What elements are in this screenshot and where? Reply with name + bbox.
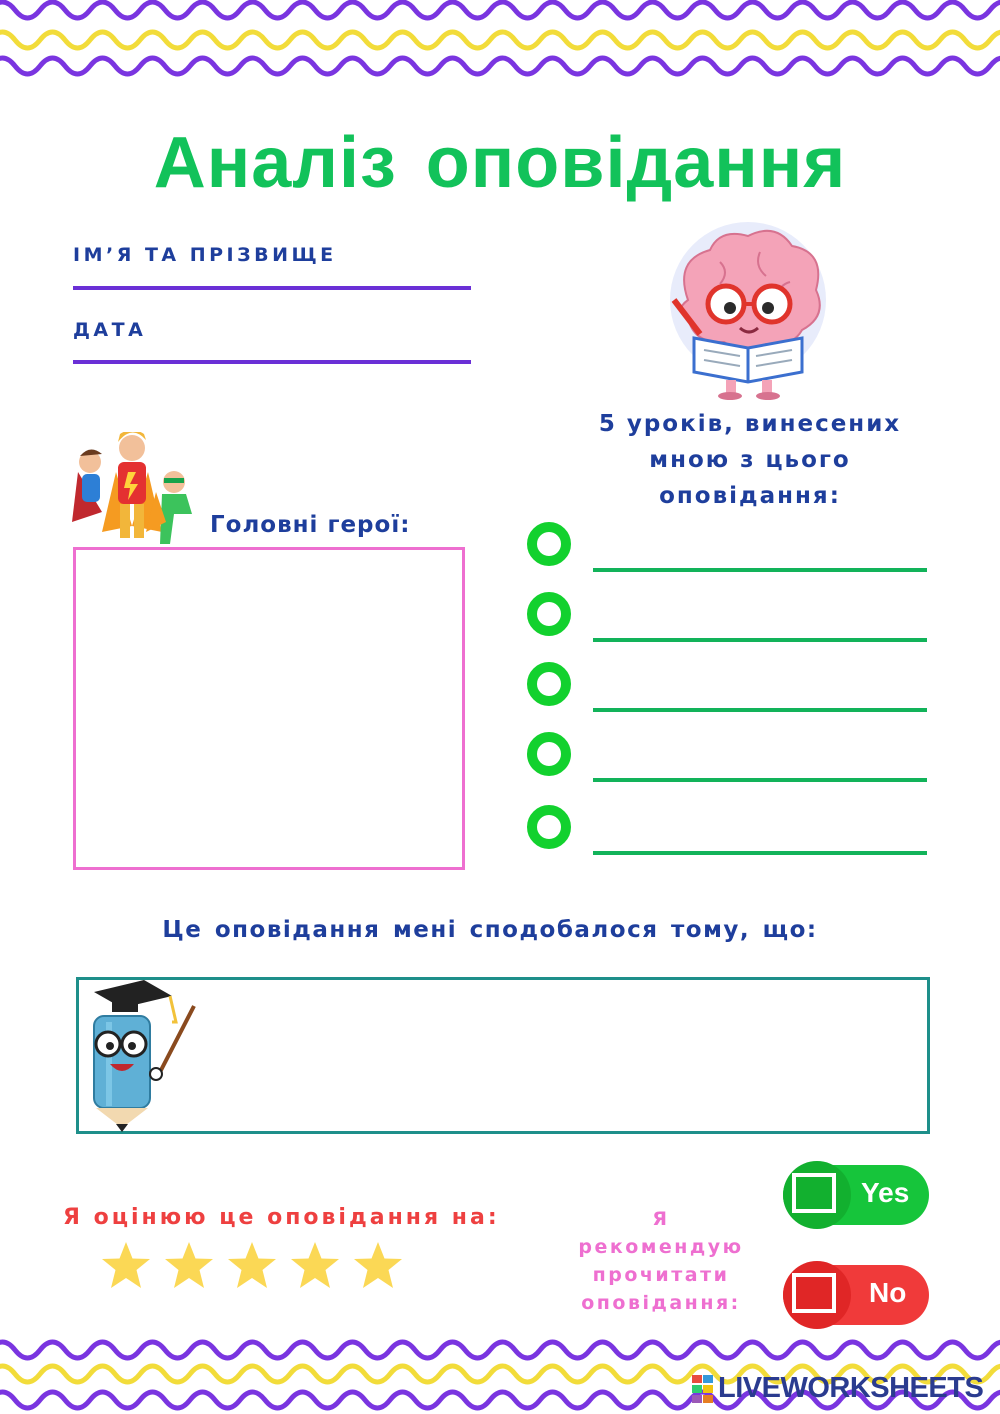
brand-text: LIVEWORKSHEETS [718, 1372, 984, 1404]
superheroes-illustration [70, 432, 200, 547]
rating-star-2-icon[interactable] [163, 1240, 215, 1292]
pencil-teacher-illustration [72, 972, 202, 1136]
rating-star-5-icon[interactable] [352, 1240, 404, 1292]
no-checkbox[interactable] [792, 1273, 836, 1313]
liveworksheets-watermark [692, 1371, 992, 1407]
rating-star-3-icon[interactable] [226, 1240, 278, 1292]
recommend-label: Я рекомендую прочитати оповідання: [578, 1208, 744, 1314]
no-label: No [869, 1277, 907, 1308]
name-input-line[interactable] [73, 286, 471, 290]
heroes-answer-box[interactable] [73, 547, 465, 870]
liked-label: Це оповідання мені сподобалося тому, що: [162, 917, 818, 943]
lesson-4-input-line[interactable] [593, 778, 927, 782]
heroes-label: Головні герої: [210, 512, 411, 538]
rating-star-4-icon[interactable] [289, 1240, 341, 1292]
lesson-3-input-line[interactable] [593, 708, 927, 712]
lesson-1-bullet-icon [526, 521, 572, 567]
top-wave-decoration [0, 0, 1000, 80]
liked-answer-box[interactable] [76, 977, 930, 1134]
lessons-title: 5 уроків, винесених мною з цього оповідання: [598, 411, 902, 509]
lesson-3-bullet-icon [526, 661, 572, 707]
no-knob [783, 1261, 851, 1329]
yes-label: Yes [861, 1177, 910, 1208]
page-title: Аналіз оповідання [153, 123, 847, 203]
lesson-1-input-line[interactable] [593, 568, 927, 572]
lesson-4-bullet-icon [526, 731, 572, 777]
yes-knob [783, 1161, 851, 1229]
yes-checkbox[interactable] [792, 1173, 836, 1213]
lesson-5-input-line[interactable] [593, 851, 927, 855]
recommend-yes-toggle[interactable] [783, 1165, 929, 1225]
rating-label: Я оцінюю це оповідання на: [63, 1205, 500, 1230]
lesson-2-input-line[interactable] [593, 638, 927, 642]
rating-star-1-icon[interactable] [100, 1240, 152, 1292]
lesson-5-bullet-icon [526, 804, 572, 850]
liveworksheets-logo-icon [692, 1375, 714, 1403]
recommend-no-toggle[interactable] [783, 1265, 929, 1325]
brain-reading-illustration [660, 222, 840, 400]
date-input-line[interactable] [73, 360, 471, 364]
date-label: ДАТА [73, 319, 147, 341]
lesson-2-bullet-icon [526, 591, 572, 637]
name-label: ІМ’Я ТА ПРІЗВИЩЕ [73, 244, 337, 266]
